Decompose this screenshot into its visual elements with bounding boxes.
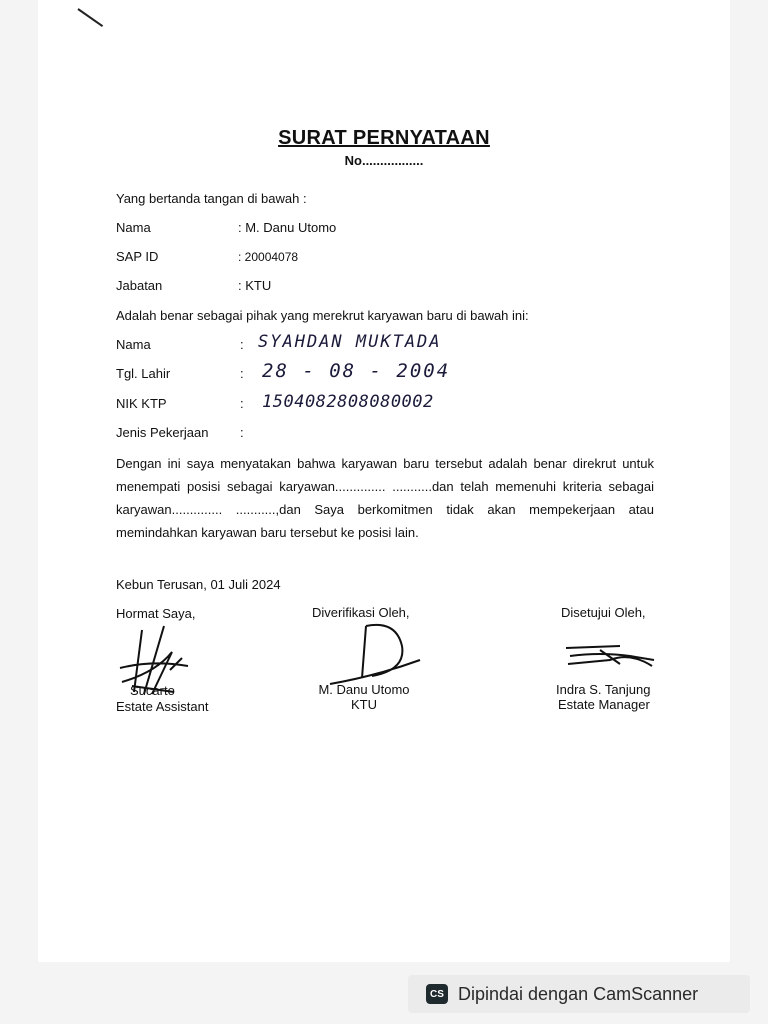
- employee-name-handwritten: SYAHDAN MUKTADA: [258, 332, 442, 352]
- left-signer-name: Sucarto: [130, 683, 175, 698]
- middle-sign-caption: Diverifikasi Oleh,: [312, 605, 410, 620]
- employee-job-colon: :: [240, 425, 244, 440]
- left-signer-role: Estate Assistant: [116, 699, 209, 714]
- employee-job-label: Jenis Pekerjaan: [116, 425, 209, 440]
- signer-sap-value: : 20004078: [238, 250, 299, 264]
- right-signature-graphic: [560, 638, 660, 674]
- camscanner-logo-icon: CS: [426, 984, 448, 1004]
- employee-nik-handwritten: 1504082808080002: [262, 392, 434, 412]
- employee-name-colon: :: [240, 337, 244, 352]
- employee-name-label: Nama: [116, 337, 151, 352]
- statement-paragraph: Dengan ini saya menyatakan bahwa karyawan baru tersebut adalah benar direkrut untuk menempati posisi sebagai karyawan.............. ...........dan telah memenuhi kriteria sebagai karyawan.............. ...........,dan Saya berkomitmen tidak akan mempekerjaan atau memindahkan karyawan baru tersebut ke posisi lain.: [116, 456, 654, 540]
- intro-text: Yang bertanda tangan di bawah :: [116, 191, 307, 206]
- camscanner-text: Dipindai dengan CamScanner: [458, 983, 699, 1004]
- left-sign-caption: Hormat Saya,: [116, 606, 196, 621]
- middle-signer-name: M. Danu Utomo: [318, 682, 410, 697]
- right-signer-role: Estate Manager: [558, 697, 650, 712]
- signer-jabatan-value: : KTU: [238, 278, 272, 293]
- camscanner-watermark: [408, 975, 750, 1013]
- employee-dob-handwritten: 28 - 08 - 2004: [262, 360, 451, 382]
- signer-name-value: : M. Danu Utomo: [238, 220, 337, 235]
- right-signer-name: Indra S. Tanjung: [556, 682, 651, 697]
- right-sign-caption: Disetujui Oleh,: [561, 605, 646, 620]
- recruit-intro-text: Adalah benar sebagai pihak yang merekrut karyawan baru di bawah ini:: [116, 308, 529, 323]
- signer-sap-label: SAP ID: [116, 249, 159, 264]
- middle-signature-graphic: [326, 612, 426, 686]
- employee-dob-colon: :: [240, 366, 244, 381]
- document-title: SURAT PERNYATAAN: [278, 127, 490, 149]
- document-number: No.................: [344, 153, 424, 168]
- place-date: Kebun Terusan, 01 Juli 2024: [116, 577, 281, 592]
- middle-signer-role: KTU: [351, 697, 377, 712]
- signer-name-label: Nama: [116, 220, 151, 235]
- employee-nik-label: NIK KTP: [116, 396, 167, 411]
- employee-nik-colon: :: [240, 396, 244, 411]
- signer-jabatan-label: Jabatan: [116, 278, 163, 293]
- employee-dob-label: Tgl. Lahir: [116, 366, 171, 381]
